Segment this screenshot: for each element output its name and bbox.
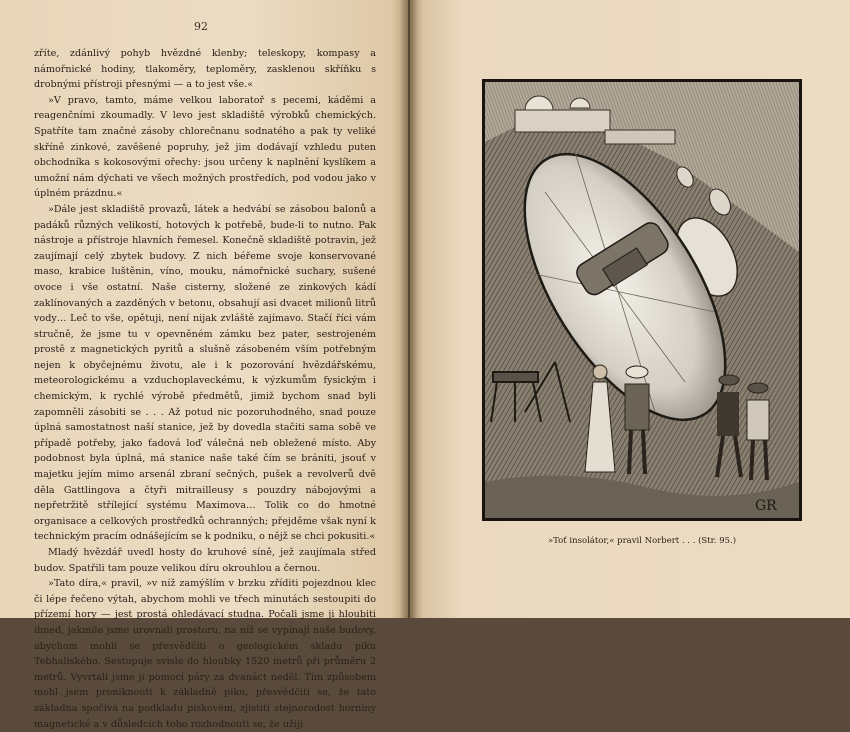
illustration-caption: »Toť insolátor,« pravil Norbert . . . (Str. 95.) — [547, 536, 737, 546]
left-page — [0, 0, 408, 730]
paragraph: »Tato díra,« pravil, »v níž zamýšlím v brzku zříditi pojezdnou klec či lépe řečeno výtah, abychom mohli ve třech minutách sestoupiti do přízemí hory — jest prostá ohledávací studna. Počali jsme ji hloubiti ihned, jakmile jsme urovnali prostoru, na níž se vypínají naše budovy, abychom mohli se přesvědčiti o geologickém skladu piku Tebhaliského. Sestupuje svisle do hloubky 1520 metrů při průměru 2 metrů. Vyvrtali jsme ji pomocí páry za dvanáct neděl. Tím způsobem mohl jsem proniknouti k základně piku, přesvědčiti se, že tato základna spočívá na podkladu pískovém, zjistiti stejnorodost horniny magnetické a v důsledcích toho rozhodnouti se, že užiji — [34, 578, 376, 730]
body-text — [34, 46, 376, 732]
paragraph: »Dále jest skladiště provazů, látek a hedvábí se zásobou balonů a padáků různých velikostí, hotových k potřebě, bude-li to nutno. Pak nástroje a přístroje hlavních řemesel. Konečně skladiště potravin, jež zaujímají celý zbytek budovy. Z nich béřeme svoje konservované maso, krabice luštěnin, víno, mouku, námořnické suchary, sušené ovoce i vše ostatní. Naše cisterny, složené ze zinkových kádí zaklínovaných a zazděných v betonu, obsahují asi dvacet milionů litrů vody… Leč to vše, opětuji, není nijak zvláště zajímavo. Stačí říci vám stručně, že jsme tu v opevněném zámku bez pater, sestrojeném prostě z magnetických pyritů a slušně zásobeném vším potřebným nejen k obyčejnému životu, ale i k pozorování hvězdářskému, meteorologickému a vzduchoplaveckému, k výzkumům fysickým i chemickým, k rychlé výrobě předmětů, jimiž bychom snad byli zapomněli zásobiti se . . . Až potud nic pozoruhodného, snad pouze úplná samostatnost naší stanice, jež by dovedla stačiti sama sobě ve případě potřeby, jako ťadová loď válečná neb obležené místo. Aby podobnost byla úplná, má stanice naše také čím se brániti, jsouť v majetku jejím mimo arsenál zbraní sečných, pušek a revolverů dvě děla Gattlingova a čtyři mitrailleusy s pouzdry nábojovými a nepřetržitě střílející systému Maximova… Tolik co do hmotné organisace a celkových prostředků ochranných; přejděme však nyní k technickým pracím odnášejícím se k podniku, o nějž se chci pokusiti.« — [34, 203, 376, 543]
artist-monogram: GR — [755, 498, 777, 514]
right-page — [410, 0, 850, 618]
solar-mirror-engraving — [485, 82, 799, 518]
paragraph: Mladý hvězdář uvedl hosty do kruhové síně, jež zaujímala střed budov. Spatřili tam pouze velikou díru okrouhlou a černou. — [34, 547, 376, 574]
paragraph: zříte, zdánlivý pohyb hvězdné klenby; teleskopy, kompasy a námořnické hodiny, tlakoměry, teploměry, zasklenou skříňku s drobnými přístroji přesnými — a to jest vše.« — [34, 48, 376, 91]
page-number: 92 — [194, 20, 208, 33]
engraving-illustration — [482, 79, 802, 521]
paragraph: »V pravo, tamto, máme velkou laboratoř s pecemi, káděmi a reagenčními zkoumadly. V levo jest skladiště výrobků chemických. Spatříte tam značné zásoby chlorečnanu sodnatého a pak ty veliké skříně zinkové, zavěšené popruhy, jež jim dodávají vzhledu puten obchodníka s kokosovými ořechy: jsou určeny k naplnění kyslíkem a umožní nám dýchati ve všech možných prostředích, pod vodou jako v úplném prázdnu.« — [34, 94, 376, 200]
book-gutter — [400, 0, 418, 618]
